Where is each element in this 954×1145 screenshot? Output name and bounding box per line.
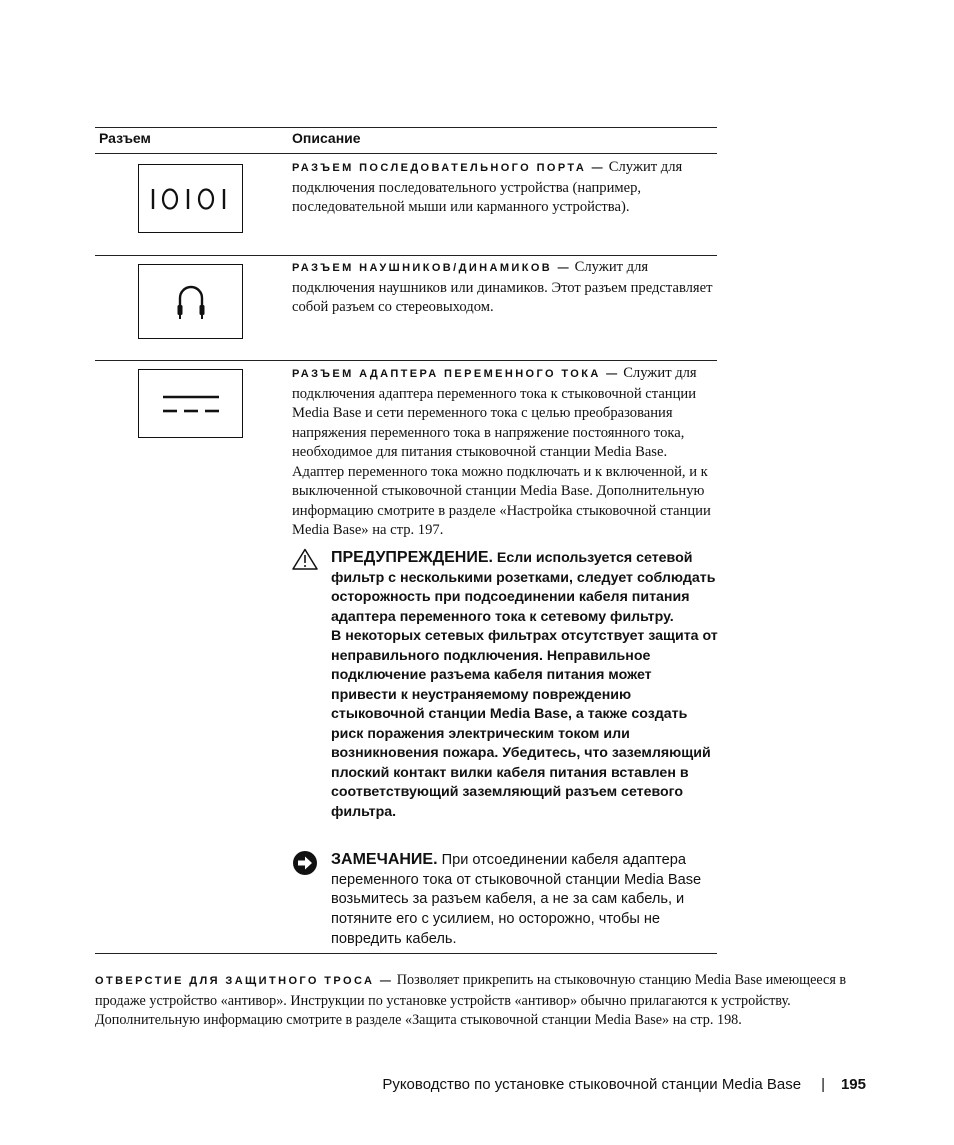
- page-number: 195: [840, 1076, 866, 1093]
- warning-text-2: В некоторых сетевых фильтрах отсутствует защита от неправильного подключения. Неправильное подключение разъема кабеля питания может привести к неустраняемому повреждению стыковочной станции Media Base, а также создать риск поражения электрическим током или возникновения пожара. Убедитесь, что заземляющий плоский контакт вилки кабеля питания вставлен в соответствующий заземляющий разъем сетевого фильтра.: [331, 628, 718, 820]
- notice-label: ЗАМЕЧАНИЕ.: [331, 851, 438, 868]
- notice-text: [331, 850, 721, 950]
- notice-body: При отсоединении кабеля адаптера переменного тока от стыковочной станции Media Base возьмитесь за разъем кабеля, а не за сам кабель, и потяните его с усилием, но осторожно, чтобы не повредить кабель.: [331, 852, 702, 947]
- ac-adapter-title: РАЗЪЕМ АДАПТЕРА ПЕРЕМЕННОГО ТОКА —: [292, 368, 620, 380]
- serial-port-title: РАЗЪЕМ ПОСЛЕДОВАТЕЛЬНОГО ПОРТА —: [292, 162, 606, 174]
- footer-title: Руководство по установке стыковочной станции Media Base: [382, 1076, 802, 1093]
- column-header-connector: Разъем: [99, 130, 151, 146]
- footer-separator: |: [821, 1076, 825, 1093]
- row-rule-2: [95, 360, 717, 361]
- dc-power-icon-box: [138, 369, 243, 438]
- security-slot-paragraph: [95, 971, 865, 1031]
- table-bottom-rule: [95, 953, 717, 954]
- serial-port-text: Служит для подключения последовательного устройства (например, последовательной мыши или карманного устройства).: [292, 159, 683, 215]
- serial-port-icon: [148, 187, 234, 211]
- warning-triangle-icon: [292, 548, 318, 570]
- headphone-title: РАЗЪЕМ НАУШНИКОВ/ДИНАМИКОВ —: [292, 262, 571, 274]
- serial-port-description: [292, 158, 717, 218]
- header-rule: [95, 153, 717, 154]
- ac-adapter-text: Служит для подключения адаптера переменного тока к стыковочной станции Media Base и сети переменного тока с целью преобразования напряжения переменного тока в напряжение постоянного тока, необходимое для питания стыковочной станции Media Base. Адаптер переменного тока можно подключать и к включенной, и к выключенной стыковочной станции Media Base. Дополнительную информацию смотрите в разделе «Настройка стыковочной станции Media Base» на стр. 197.: [292, 365, 711, 538]
- dc-power-icon: [161, 393, 221, 415]
- row-rule-1: [95, 255, 717, 256]
- headphone-text: Служит для подключения наушников или динамиков. Этот разъем представляет собой разъем со стереовыходом.: [292, 259, 713, 315]
- serial-port-icon-box: [138, 164, 243, 233]
- column-header-description: Описание: [292, 130, 361, 146]
- headphone-icon: [174, 283, 208, 321]
- warning-label: ПРЕДУПРЕЖДЕНИЕ.: [331, 549, 493, 566]
- table-top-rule: [95, 127, 717, 128]
- headphone-icon-box: [138, 264, 243, 339]
- security-slot-text: Позволяет прикрепить на стыковочную станцию Media Base имеющееся в продаже устройство «антивор». Инструкции по установке устройств «антивор» обычно прилагаются к устройству. Дополнительную информацию смотрите в разделе «Защита стыковочной станции Media Base» на стр. 198.: [95, 972, 847, 1028]
- headphone-description: [292, 258, 717, 318]
- ac-adapter-description: [292, 364, 717, 541]
- warning-text: [331, 548, 721, 822]
- warning-text-1: Если используется сетевой фильтр с несколькими розетками, следует соблюдать осторожность при подсоединении кабеля питания адаптера переменного тока к сетевому фильтру.: [331, 550, 716, 625]
- notice-icon: [292, 850, 318, 876]
- page-footer: [382, 1076, 866, 1093]
- security-slot-title: ОТВЕРСТИЕ ДЛЯ ЗАЩИТНОГО ТРОСА —: [95, 975, 394, 987]
